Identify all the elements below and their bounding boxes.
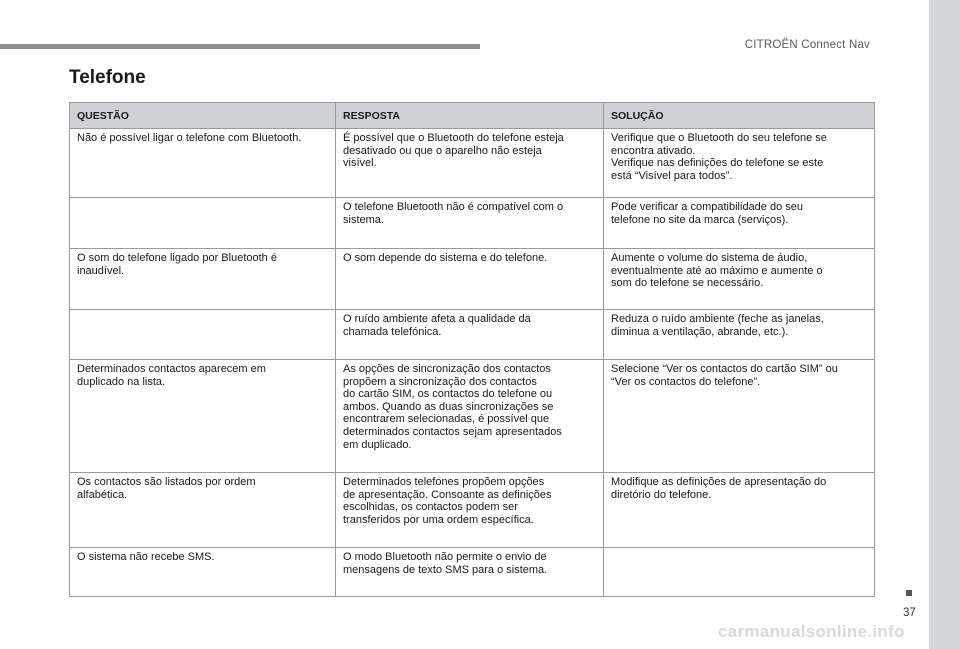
section-title: Telefone xyxy=(69,67,146,88)
answer-cell: O som depende do sistema e do telefone. xyxy=(336,249,604,310)
solution-cell: Verifique que o Bluetooth do seu telefone se encontra ativado. Verifique nas definições do telefone se este está “Visível para todos”. xyxy=(604,129,875,198)
column-header-solution: SOLUÇÃO xyxy=(604,103,875,129)
solution-cell xyxy=(604,548,875,597)
question-cell xyxy=(70,310,336,360)
column-header-answer: RESPOSTA xyxy=(336,103,604,129)
page-marker-square xyxy=(906,590,912,596)
answer-cell: Determinados telefones propõem opções de apresentação. Consoante as definições escolhidas, os contactos podem ser transferidos por uma ordem específica. xyxy=(336,473,604,548)
question-cell: Determinados contactos aparecem em duplicado na lista. xyxy=(70,360,336,473)
table-row xyxy=(70,360,875,473)
running-title: CITROËN Connect Nav xyxy=(744,39,870,51)
troubleshooting-table xyxy=(69,102,875,597)
solution-cell: Modifique as definições de apresentação do diretório do telefone. xyxy=(604,473,875,548)
question-cell: O sistema não recebe SMS. xyxy=(70,548,336,597)
answer-cell: O ruído ambiente afeta a qualidade da chamada telefónica. xyxy=(336,310,604,360)
solution-cell: Aumente o volume do sistema de áudio, eventualmente até ao máximo e aumente o som do telefone se necessário. xyxy=(604,249,875,310)
solution-cell: Reduza o ruído ambiente (feche as janelas, diminua a ventilação, abrande, etc.). xyxy=(604,310,875,360)
table-row xyxy=(70,198,875,249)
question-cell: Não é possível ligar o telefone com Bluetooth. xyxy=(70,129,336,198)
answer-cell: O telefone Bluetooth não é compatível com o sistema. xyxy=(336,198,604,249)
solution-cell: Pode verificar a compatibilidade do seu telefone no site da marca (serviços). xyxy=(604,198,875,249)
table-row xyxy=(70,129,875,198)
answer-cell: É possível que o Bluetooth do telefone esteja desativado ou que o aparelho não esteja visível. xyxy=(336,129,604,198)
watermark: carmanualsonline.info xyxy=(718,622,905,641)
table-row xyxy=(70,310,875,360)
question-cell: O som do telefone ligado por Bluetooth é inaudível. xyxy=(70,249,336,310)
answer-cell: O modo Bluetooth não permite o envio de mensagens de texto SMS para o sistema. xyxy=(336,548,604,597)
answer-cell: As opções de sincronização dos contactos propõem a sincronização dos contactos do cartão SIM, os contactos do telefone ou ambos. Quando as duas sincronizações se encontrarem selecionadas, é possível que determinados contactos sejam apresentados em duplicado. xyxy=(336,360,604,473)
column-header-question: QUESTÃO xyxy=(70,103,336,129)
table-row xyxy=(70,249,875,310)
header-rule xyxy=(0,44,480,49)
table-header-row xyxy=(70,103,875,129)
solution-cell: Selecione “Ver os contactos do cartão SIM” ou “Ver os contactos do telefone”. xyxy=(604,360,875,473)
question-cell: Os contactos são listados por ordem alfabética. xyxy=(70,473,336,548)
table-row xyxy=(70,473,875,548)
question-cell xyxy=(70,198,336,249)
page-number: 37 xyxy=(903,607,916,619)
side-margin-strip xyxy=(929,0,960,649)
table-row xyxy=(70,548,875,597)
